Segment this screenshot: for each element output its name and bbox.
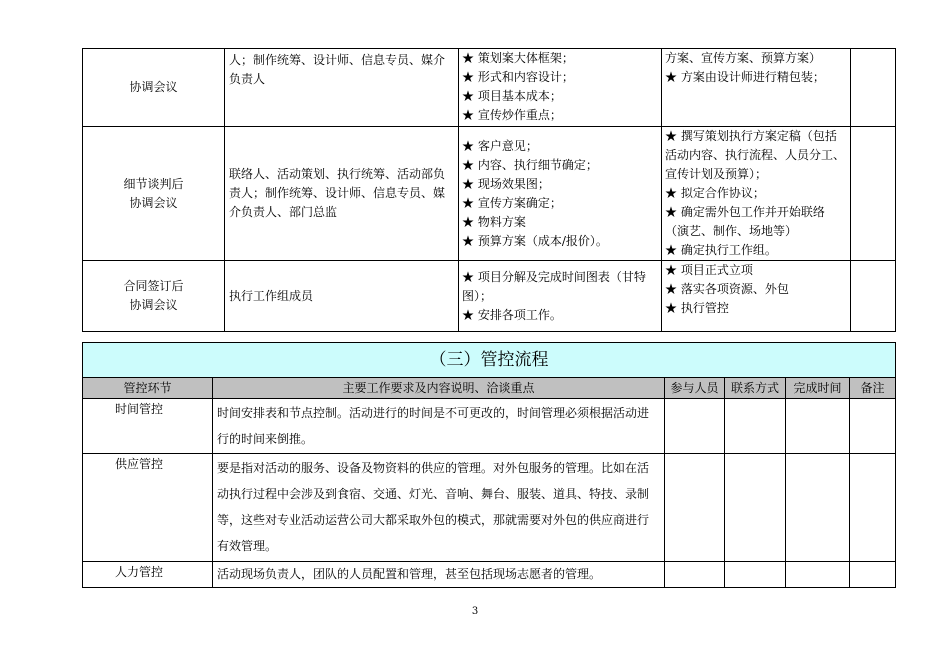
table-row xyxy=(83,261,896,332)
output-item: ★ 撰写策划执行方案定稿（包括活动内容、执行流程、人员分工、宣传计划及预算）； xyxy=(665,129,846,181)
content-item: ★ 客户意见； xyxy=(462,138,538,153)
stage-label: 协调会议 xyxy=(129,195,178,210)
people-cell xyxy=(225,127,459,261)
people-text: 人；制作统筹、设计师、信息专员、媒介负责人 xyxy=(229,53,446,86)
empty-cell xyxy=(665,399,725,454)
output-item: ★ 执行管控 xyxy=(665,301,729,315)
empty-cell xyxy=(665,562,725,588)
col-header-contact: 联系方式 xyxy=(725,378,786,399)
output-item: ★ 确定执行工作组。 xyxy=(665,243,777,257)
content-item: ★ 宣传炒作重点； xyxy=(462,108,562,122)
empty-cell xyxy=(850,562,896,588)
note-cell xyxy=(851,127,896,261)
stage-label: 协调会议 xyxy=(129,298,178,312)
content-item: ★ 形式和内容设计； xyxy=(462,70,574,84)
table-row xyxy=(83,49,896,127)
control-step-name: 时间管控 xyxy=(83,399,213,454)
output-cell xyxy=(662,49,851,127)
table-row xyxy=(83,454,896,562)
control-process-table xyxy=(82,342,896,588)
content-item: ★ 宣传方案确定； xyxy=(462,195,562,210)
people-cell xyxy=(225,49,459,127)
stage-cell xyxy=(83,261,225,332)
output-item: 方案、宣传方案、预算方案） xyxy=(665,51,822,65)
content-item: ★ 项目基本成本； xyxy=(462,89,562,103)
content-cell xyxy=(459,49,662,127)
empty-cell xyxy=(665,454,725,562)
output-item: ★ 确定需外包工作并开始联络（演艺、制作、场地等） xyxy=(665,205,825,238)
content-cell xyxy=(459,127,662,261)
col-header-time: 完成时间 xyxy=(786,378,850,399)
control-step-name: 供应管控 xyxy=(83,454,213,562)
stage-cell xyxy=(83,127,225,261)
people-text: 执行工作组成员 xyxy=(229,288,314,303)
content-item: ★ 物料方案 xyxy=(462,214,526,229)
meeting-table xyxy=(82,48,896,332)
control-step-desc: 活动现场负责人，团队的人员配置和管理，甚至包括现场志愿者的管理。 xyxy=(213,562,665,588)
content-item: ★ 策划案大体框架； xyxy=(462,51,574,65)
empty-cell xyxy=(725,454,786,562)
table-row xyxy=(83,399,896,454)
stage-label: 合同签订后 xyxy=(123,279,184,293)
content-item: ★ 预算方案（成本/报价）。 xyxy=(462,233,608,248)
stage-cell xyxy=(83,49,225,127)
empty-cell xyxy=(850,399,896,454)
empty-cell xyxy=(725,399,786,454)
content-cell xyxy=(459,261,662,332)
note-cell xyxy=(851,261,896,332)
output-item: ★ 项目正式立项 xyxy=(665,263,753,277)
control-step-desc: 时间安排表和节点控制。活动进行的时间是不可更改的，时间管理必须根据活动进行的时间来倒推。 xyxy=(213,399,665,454)
header-row xyxy=(83,378,896,399)
stage-label: 协调会议 xyxy=(129,80,178,94)
control-step-desc: 要是指对活动的服务、设备及物资料的供应的管理。对外包服务的管理。比如在活动执行过程中会涉及到食宿、交通、灯光、音响、舞台、服装、道具、特技、录制等，这些对专业活动运营公司大都采取外包的模式，那就需要对外包的供应商进行有效管理。 xyxy=(213,454,665,562)
content-item: ★ 现场效果图； xyxy=(462,176,550,191)
col-header-note: 备注 xyxy=(850,378,896,399)
content-item: ★ 项目分解及完成时间图表（甘特图）； xyxy=(462,269,646,303)
col-header-desc: 主要工作要求及内容说明、洽谈重点 xyxy=(213,378,665,399)
table-row xyxy=(83,127,896,261)
content-item: ★ 安排各项工作。 xyxy=(462,307,562,322)
people-cell xyxy=(225,261,459,332)
output-item: ★ 拟定合作协议； xyxy=(665,186,765,200)
control-step-name: 人力管控 xyxy=(83,562,213,588)
people-text: 联络人、活动策划、执行统筹、活动部负责人；制作统筹、设计师、信息专员、媒介负责人、部门总监 xyxy=(229,167,446,219)
table-row xyxy=(83,562,896,588)
content-item: ★ 内容、执行细节确定； xyxy=(462,157,598,172)
note-cell xyxy=(851,49,896,127)
page-number: 3 xyxy=(471,606,479,617)
output-cell xyxy=(662,261,851,332)
col-header-people: 参与人员 xyxy=(665,378,725,399)
section-title: （三）管控流程 xyxy=(83,343,896,378)
section-title-row xyxy=(83,343,896,378)
output-item: ★ 方案由设计师进行精包装； xyxy=(665,70,825,84)
col-header-step: 管控环节 xyxy=(83,378,213,399)
empty-cell xyxy=(786,562,850,588)
empty-cell xyxy=(786,399,850,454)
output-cell xyxy=(662,127,851,261)
empty-cell xyxy=(850,454,896,562)
output-item: ★ 落实各项资源、外包 xyxy=(665,282,789,296)
empty-cell xyxy=(786,454,850,562)
stage-label: 细节谈判后 xyxy=(123,176,184,191)
empty-cell xyxy=(725,562,786,588)
